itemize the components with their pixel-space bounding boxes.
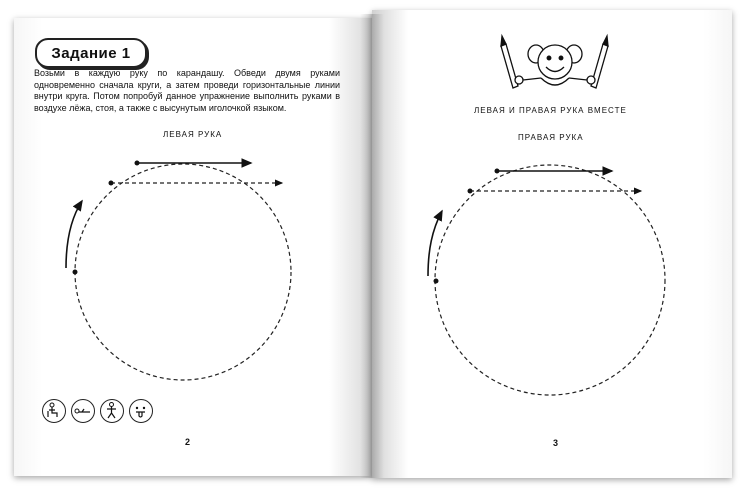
- pose-icons: [42, 399, 153, 425]
- task-instructions: Возьми в каждую руку по карандашу. Обведи двумя руками одновременно сначала круги, а затем проведи горизонтальные линии внутри круга. Потом попробуй данное упражнение выполнить руками в воздухе лёжа, стоя, а также с высунутым иголочкой языком.: [34, 68, 340, 113]
- right-hand-label: ПРАВАЯ РУКА: [518, 133, 584, 142]
- sitting-person-icon: [42, 399, 66, 423]
- tongue-out-face-icon: [129, 399, 153, 423]
- both-hands-caption: ЛЕВАЯ И ПРАВАЯ РУКА ВМЕСТЕ: [474, 106, 627, 115]
- right-page: [372, 10, 732, 478]
- right-page-number: 3: [553, 438, 559, 448]
- left-hand-label: ЛЕВАЯ РУКА: [163, 130, 223, 139]
- left-page-number: 2: [185, 437, 191, 447]
- standing-person-icon: [100, 399, 124, 423]
- book-spine: [360, 14, 384, 478]
- lying-person-icon: [71, 399, 95, 423]
- task-title-badge: [35, 38, 147, 68]
- task-title: Задание 1: [51, 44, 131, 62]
